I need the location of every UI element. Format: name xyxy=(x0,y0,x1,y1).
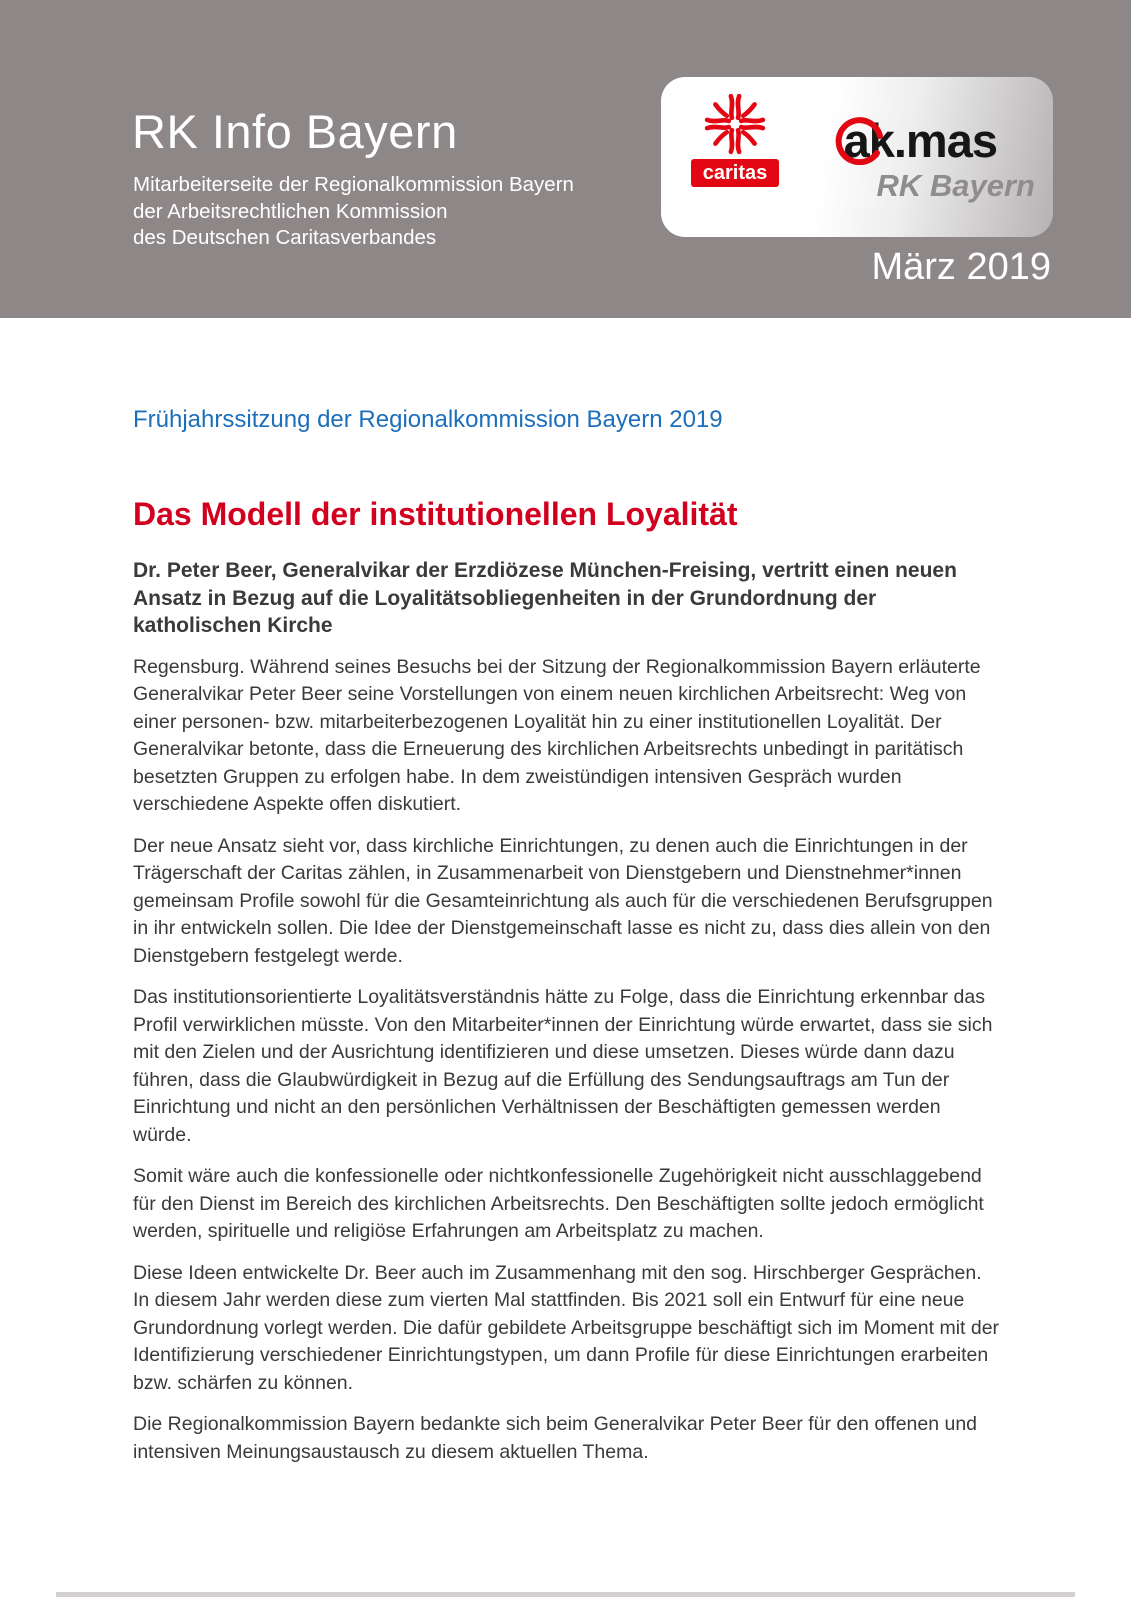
footer-rule xyxy=(56,1592,1075,1597)
article-lead: Dr. Peter Beer, Generalvikar der Erzdiözese München-Freising, vertritt einen neuen Ansatz in Bezug auf die Loyalitätsobliegenheiten in der Grundordnung der katholischen Kirche xyxy=(133,559,957,637)
akmas-logo xyxy=(830,109,1037,204)
article xyxy=(0,318,1131,1466)
article-headline: Das Modell der institutionellen Loyalität xyxy=(133,496,738,532)
newsletter-subtitle xyxy=(133,172,574,252)
caritas-logo xyxy=(687,91,783,187)
caritas-wordmark: caritas xyxy=(691,159,779,187)
subtitle-line: des Deutschen Caritasverbandes xyxy=(133,226,437,249)
article-kicker: Frühjahrssitzung der Regionalkommission Bayern 2019 xyxy=(133,406,723,433)
article-paragraph: Regensburg. Während seines Besuchs bei der Sitzung der Regionalkommission Bayern erläuterte Generalvikar Peter Beer seine Vorstellungen von einem neuen kirchlichen Arbeitsrecht: Weg von einer personen- bzw. mitarbeiterbezogenen Loyalität hin zu einer institutionellen Loyalität. Der Generalvikar betonte, dass die Erneuerung des kirchlichen Arbeitsrechts unbedingt in paritätisch besetzten Gruppen zu erfolgen habe. In dem zweistündigen intensiven Gespräch wurden verschiedene Aspekte offen diskutiert. xyxy=(133,655,981,815)
subtitle-line: Mitarbeiterseite der Regionalkommission Bayern xyxy=(133,173,574,196)
subtitle-line: der Arbeitsrechtlichen Kommission xyxy=(133,199,448,223)
article-paragraph: Die Regionalkommission Bayern bedankte sich beim Generalvikar Peter Beer für den offenen und intensiven Meinungsaustausch zu diesem aktuellen Thema. xyxy=(133,1413,978,1463)
akmas-sub-wordmark: RK Bayern xyxy=(876,168,1035,203)
article-paragraph: Somit wäre auch die konfessionelle oder nichtkonfessionelle Zugehörigkeit nicht ausschlaggebend für den Dienst im Bereich des kirchlichen Arbeitsrechts. Den Beschäftigten sollte jedoch ermöglicht werden, spirituelle und religiöse Erfahrungen am Arbeitsplatz zu machen. xyxy=(133,1165,984,1242)
newsletter-title: RK Info Bayern xyxy=(132,105,458,158)
masthead xyxy=(0,0,1131,318)
akmas-wordmark xyxy=(830,109,1037,168)
issue-date: März 2019 xyxy=(871,246,1051,288)
akmas-text: ak.mas xyxy=(843,114,997,167)
article-paragraph: Diese Ideen entwickelte Dr. Beer auch im Zusammenhang mit den sog. Hirschberger Gesprächen. In diesem Jahr werden diese zum vierten Mal stattfinden. Bis 2021 soll ein Entwurf für eine neue Grundordnung vorlegt werden. Die dafür gebildete Arbeitsgruppe beschäftigt sich im Moment mit der Identifizierung verschiedener Einrichtungstypen, um dann Profile für diese Einrichtungen erarbeiten bzw. schärfen zu können. xyxy=(133,1261,1000,1394)
article-paragraph: Das institutionsorientierte Loyalitätsverständnis hätte zu Folge, dass die Einrichtung erkennbar das Profil verwirklichen müsste. Von den Mitarbeiter*innen der Einrichtung würde erwartet, dass sie sich mit den Zielen und der Ausrichtung identifizieren und diese umsetzen. Dieses würde dann dazu führen, dass die Glaubwürdigkeit in Bezug auf die Erfüllung des Sendungsauftrags am Tun der Einrichtung und nicht an den persönlichen Verhältnissen der Beschäftigten gemessen werden würde. xyxy=(133,986,993,1146)
logo-box xyxy=(661,77,1053,237)
article-paragraph: Der neue Ansatz sieht vor, dass kirchliche Einrichtungen, zu denen auch die Einrichtungen in der Trägerschaft der Caritas zählen, in Zusammenarbeit von Dienstgebern und Dienstnehmer*innen gemeinsam Profile sowohl für die Gesamteinrichtung als auch für die verschiedenen Berufsgruppen in ihr entwickeln sollen. Die Idee der Dienstgemeinschaft lasse es nicht zu, dass dies allein von den Dienstgebern festgelegt werde. xyxy=(133,834,993,967)
caritas-flame-cross-icon xyxy=(702,91,768,157)
